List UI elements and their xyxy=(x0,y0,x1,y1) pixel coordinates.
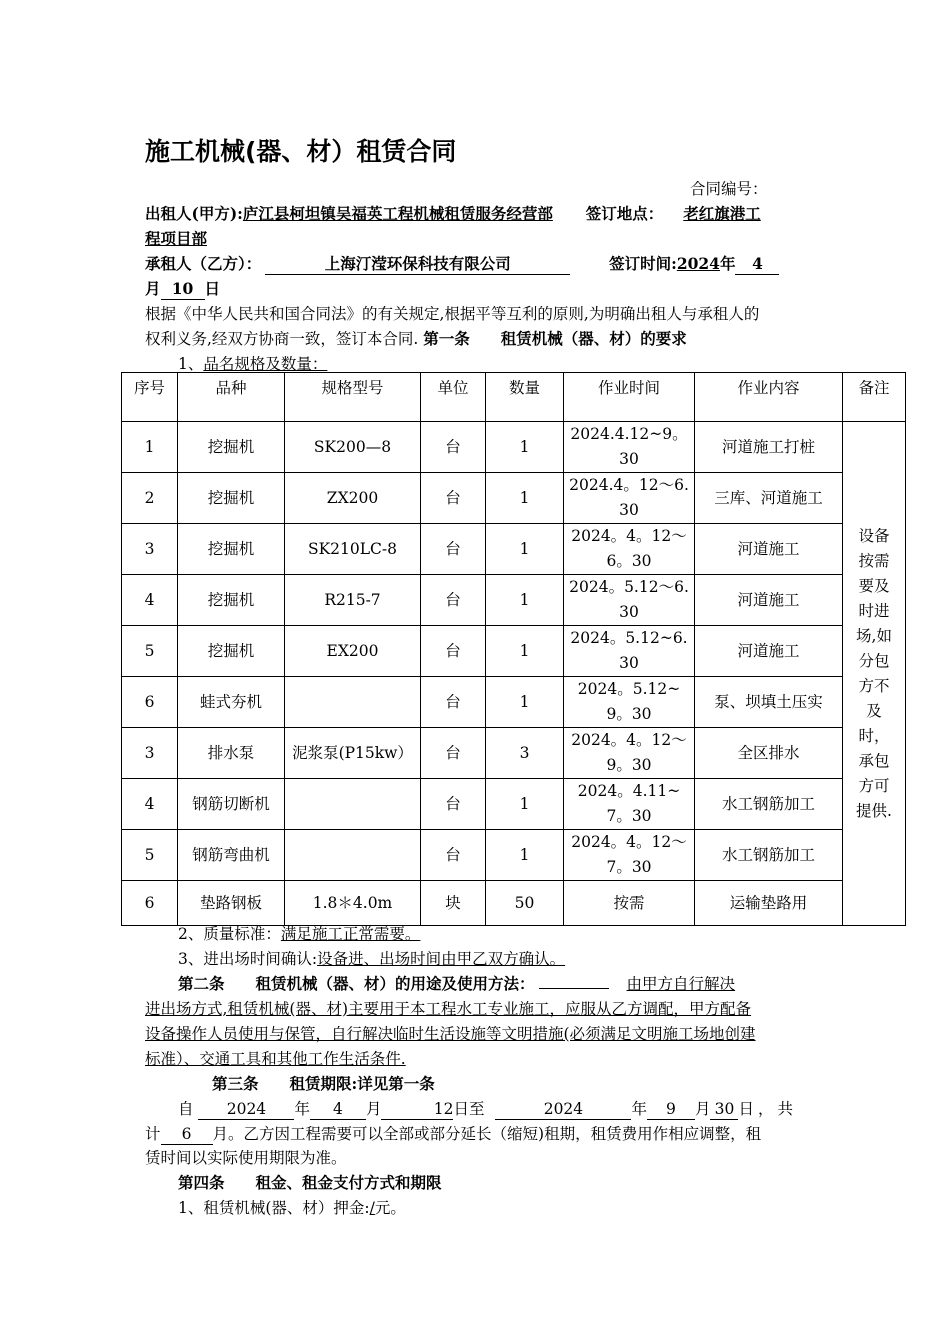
header-qty: 数量 xyxy=(486,373,564,422)
period-total-prefix: 计 xyxy=(145,1125,161,1143)
row-work: 三库、河道施工 xyxy=(695,473,843,524)
item-3 xyxy=(178,947,565,969)
row-no: 2 xyxy=(122,473,178,524)
row-no: 6 xyxy=(122,677,178,728)
row-qty: 1 xyxy=(486,524,564,575)
row-unit: 台 xyxy=(421,575,486,626)
article-2-text-1: 由甲方自行解决 xyxy=(626,975,736,993)
row-kind: 挖掘机 xyxy=(178,626,285,677)
sign-month: 4 xyxy=(735,255,779,275)
row-no: 3 xyxy=(122,728,178,779)
row-unit: 台 xyxy=(421,677,486,728)
lessor-label: 出租人(甲方): xyxy=(145,204,243,223)
row-work: 河道施工打桩 xyxy=(695,422,843,473)
article-2-line-1 xyxy=(178,972,735,994)
row-unit: 台 xyxy=(421,626,486,677)
row-no: 5 xyxy=(122,626,178,677)
deposit-suffix: 元。 xyxy=(374,1199,406,1217)
row-model xyxy=(285,779,421,830)
period-end-month-unit: 月 xyxy=(694,1100,711,1118)
period-start-month: 4 xyxy=(310,1100,366,1120)
period-total-suffix: 月。乙方因工程需要可以全部或部分延长（缩短)租期，租赁费用作相应调整，租 xyxy=(212,1125,762,1143)
row-model xyxy=(285,677,421,728)
row-time: 2024。5.12~9。30 xyxy=(564,677,695,728)
article-2-line-2: 进出场方式,租赁机械(器、材)主要用于本工程水工专业施工，应服从乙方调配，甲方配备 xyxy=(145,1000,752,1018)
table-row xyxy=(122,881,906,926)
row-model: ZX200 xyxy=(285,473,421,524)
row-work: 河道施工 xyxy=(695,524,843,575)
row-kind: 排水泵 xyxy=(178,728,285,779)
row-time: 2024.4。12～6.30 xyxy=(564,473,695,524)
table-row xyxy=(122,830,906,881)
lessee-name: 上海汀滢环保科技有限公司 xyxy=(265,255,570,275)
row-kind: 挖掘机 xyxy=(178,473,285,524)
sign-year-unit: 年 xyxy=(719,254,736,273)
lessor-name: 庐江县柯坦镇吴福英工程机械租赁服务经营部 xyxy=(242,204,553,223)
row-unit: 块 xyxy=(421,881,486,926)
sign-year: 2024 xyxy=(676,254,720,273)
period-line-3: 赁时间以实际使用期限为准。 xyxy=(145,1149,347,1167)
table-header-row xyxy=(122,373,906,422)
row-qty: 1 xyxy=(486,422,564,473)
row-qty: 50 xyxy=(486,881,564,926)
row-qty: 1 xyxy=(486,575,564,626)
table-row xyxy=(122,422,906,473)
item-1 xyxy=(178,352,327,374)
table-row xyxy=(122,779,906,830)
period-to: 日至 xyxy=(453,1100,485,1118)
intro-text: 权利义务,经双方协商一致，签订本合同. xyxy=(145,330,419,348)
header-unit: 单位 xyxy=(421,373,486,422)
row-qty: 1 xyxy=(486,830,564,881)
period-year-unit: 年 xyxy=(294,1100,310,1118)
row-unit: 台 xyxy=(421,524,486,575)
row-kind: 钢筋弯曲机 xyxy=(178,830,285,881)
deposit-label: 1、租赁机械(器、材）押金: xyxy=(178,1199,370,1217)
contract-number-label: 合同编号： xyxy=(690,180,768,198)
row-work: 水工钢筋加工 xyxy=(695,830,843,881)
item-3-value: 设备进、出场时间由甲乙双方确认。 xyxy=(317,950,566,968)
table-row xyxy=(122,677,906,728)
sign-day-unit: 日 xyxy=(204,279,221,298)
row-time: 2024。5.12～6.30 xyxy=(564,575,695,626)
row-model: SK200—8 xyxy=(285,422,421,473)
table-row xyxy=(122,626,906,677)
row-unit: 台 xyxy=(421,473,486,524)
row-kind: 蛙式夯机 xyxy=(178,677,285,728)
header-remark: 备注 xyxy=(843,373,906,422)
item-1-label: 品名规格及数量： xyxy=(203,355,328,373)
row-unit: 台 xyxy=(421,830,486,881)
period-end-year-unit: 年 xyxy=(631,1100,647,1118)
period-end-month: 9 xyxy=(647,1100,695,1120)
row-work: 河道施工 xyxy=(695,626,843,677)
row-unit: 台 xyxy=(421,728,486,779)
lessee-label: 承租人（乙方）： xyxy=(145,254,262,273)
remark-cell: 设备按需要及时进场,如分包方不及时，承包方可提供. xyxy=(843,422,906,926)
row-qty: 1 xyxy=(486,779,564,830)
deposit-value: / xyxy=(369,1199,375,1217)
header-kind: 品种 xyxy=(178,373,285,422)
sign-place-line2 xyxy=(145,227,235,249)
row-model: R215-7 xyxy=(285,575,421,626)
row-work: 泵、坝填土压实 xyxy=(695,677,843,728)
article-2-line-3: 设备操作人员使用与保管，自行解决临时生活设施等文明措施(必须满足文明施工场地创建 xyxy=(145,1025,756,1043)
row-work: 水工钢筋加工 xyxy=(695,779,843,830)
period-start-year: 2024 xyxy=(198,1100,294,1120)
row-time: 2024。4。12～6。30 xyxy=(564,524,695,575)
item-2-value: 满足施工正常需要。 xyxy=(280,925,421,943)
row-time: 2024。4。12～9。30 xyxy=(564,728,695,779)
header-work: 作业内容 xyxy=(695,373,843,422)
item-2-label: 2、质量标准： xyxy=(178,925,281,943)
header-no: 序号 xyxy=(122,373,178,422)
row-time: 2024。5.12~6.30 xyxy=(564,626,695,677)
row-time: 2024.4.12~9。30 xyxy=(564,422,695,473)
intro-line-2 xyxy=(145,327,687,349)
row-qty: 1 xyxy=(486,677,564,728)
row-qty: 1 xyxy=(486,473,564,524)
row-model: EX200 xyxy=(285,626,421,677)
period-end-day: 30 xyxy=(710,1100,738,1120)
row-no: 1 xyxy=(122,422,178,473)
article-3-title: 第三条 租赁期限:详见第一条 xyxy=(212,1074,435,1093)
table-row xyxy=(122,575,906,626)
row-work: 运输垫路用 xyxy=(695,881,843,926)
article-1-title: 第一条 租赁机械（器、材）的要求 xyxy=(423,329,687,348)
row-time: 2024。4.11~7。30 xyxy=(564,779,695,830)
period-from: 自 xyxy=(178,1100,194,1118)
item-3-label: 3、进出场时间确认: xyxy=(178,950,318,968)
row-model xyxy=(285,830,421,881)
row-unit: 台 xyxy=(421,779,486,830)
period-line-2 xyxy=(145,1122,761,1145)
table-row xyxy=(122,728,906,779)
equipment-table xyxy=(121,372,906,926)
row-kind: 钢筋切断机 xyxy=(178,779,285,830)
sign-time-label: 签订时间: xyxy=(609,254,677,273)
sign-place-value-2: 程项目部 xyxy=(145,229,208,248)
header-time: 作业时间 xyxy=(564,373,695,422)
table-row xyxy=(122,473,906,524)
sign-day: 10 xyxy=(161,280,205,300)
article-4-title: 第四条 租金、租金支付方式和期限 xyxy=(178,1173,442,1192)
period-end-year: 2024 xyxy=(495,1100,631,1120)
lessee-line xyxy=(145,252,779,275)
row-unit: 台 xyxy=(421,422,486,473)
item-1-prefix: 1、 xyxy=(178,355,204,373)
row-model: 1.8＊4.0m xyxy=(285,881,421,926)
sign-place-label: 签订地点： xyxy=(585,204,664,223)
row-kind: 垫路钢板 xyxy=(178,881,285,926)
contract-title: 施工机械(器、材）租赁合同 xyxy=(145,137,457,166)
article-2-title: 第二条 租赁机械（器、材）的用途及使用方法： xyxy=(178,974,535,993)
deposit-line xyxy=(178,1196,406,1218)
sign-place-value: 老红旗港工 xyxy=(683,204,761,223)
item-2 xyxy=(178,922,420,944)
row-work: 全区排水 xyxy=(695,728,843,779)
period-line-1 xyxy=(178,1097,797,1120)
row-model: SK210LC-8 xyxy=(285,524,421,575)
row-model: 泥浆泵(P15kw） xyxy=(285,728,421,779)
period-end-suffix: 日，共 xyxy=(738,1100,797,1118)
row-no: 6 xyxy=(122,881,178,926)
lessor-line xyxy=(145,202,761,224)
row-kind: 挖掘机 xyxy=(178,422,285,473)
row-kind: 挖掘机 xyxy=(178,575,285,626)
period-start-day: 12 xyxy=(381,1100,453,1120)
period-month-unit: 月 xyxy=(365,1100,382,1118)
row-time: 按需 xyxy=(564,881,695,926)
row-no: 4 xyxy=(122,779,178,830)
article-2-line-4: 标准）、交通工具和其他工作生活条件. xyxy=(145,1050,406,1068)
row-qty: 1 xyxy=(486,626,564,677)
row-no: 5 xyxy=(122,830,178,881)
row-no: 3 xyxy=(122,524,178,575)
period-total: 6 xyxy=(161,1125,213,1145)
row-kind: 挖掘机 xyxy=(178,524,285,575)
table-row xyxy=(122,524,906,575)
sign-month-unit: 月 xyxy=(145,279,161,298)
row-work: 河道施工 xyxy=(695,575,843,626)
row-qty: 3 xyxy=(486,728,564,779)
row-no: 4 xyxy=(122,575,178,626)
header-model: 规格型号 xyxy=(285,373,421,422)
sign-date-line2 xyxy=(145,277,220,300)
intro-line-1: 根据《中华人民共和国合同法》的有关规定,根据平等互利的原则,为明确出租人与承租人的 xyxy=(145,305,760,323)
row-time: 2024。4。12～7。30 xyxy=(564,830,695,881)
